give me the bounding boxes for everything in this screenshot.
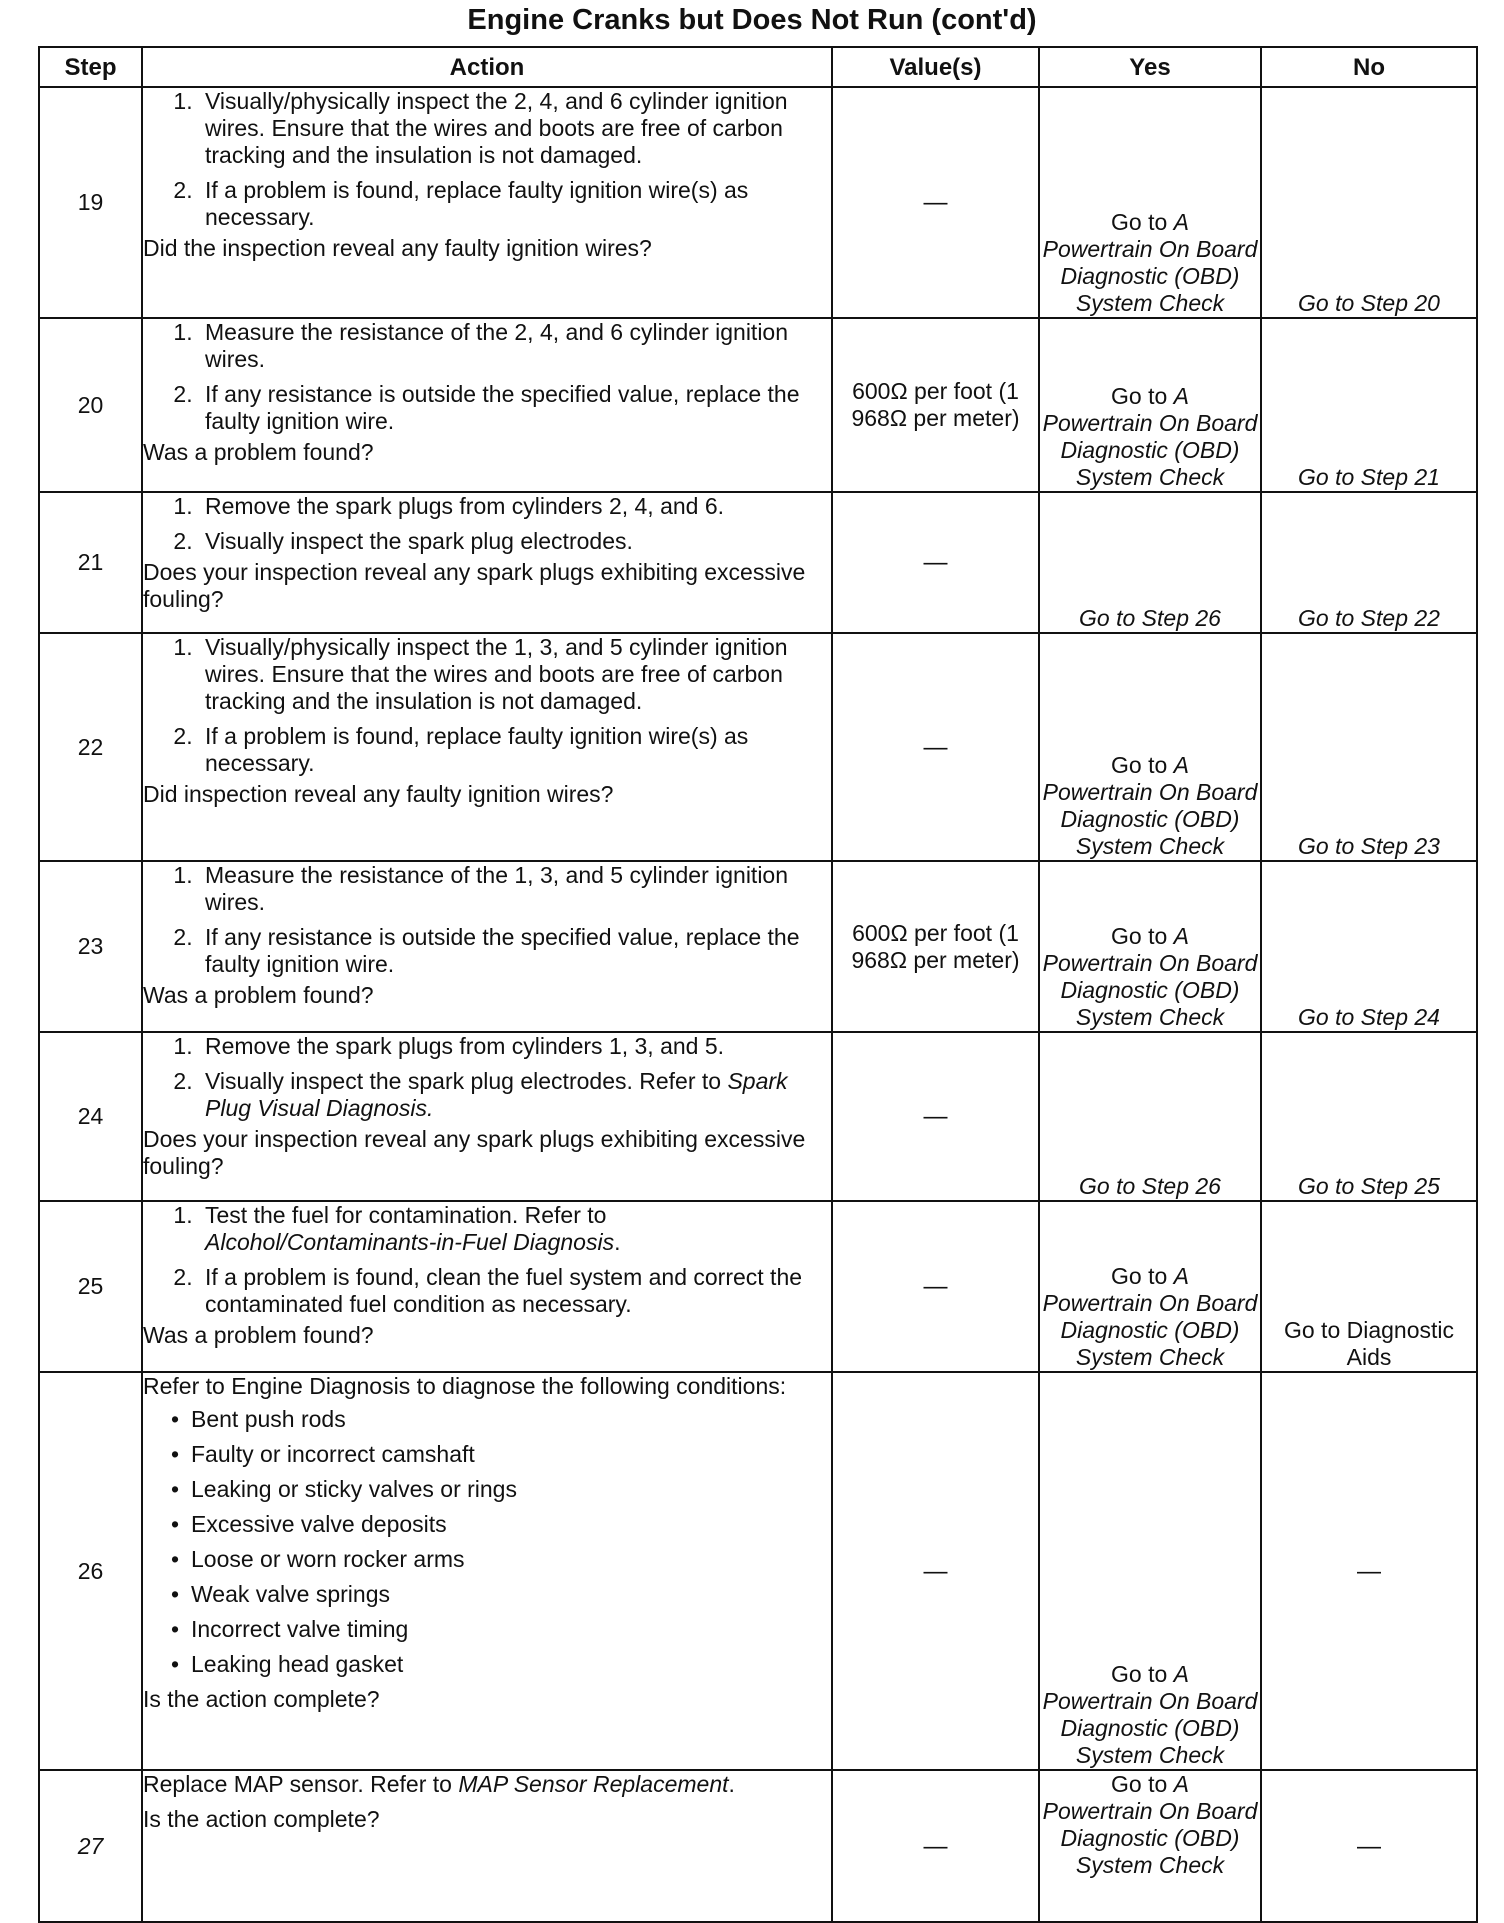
obd-a: A — [1173, 383, 1189, 409]
action-steps — [143, 493, 831, 555]
action-steps — [143, 1202, 831, 1318]
value-cell — [832, 492, 1039, 633]
table-row — [39, 1032, 1477, 1201]
no-cell — [1261, 318, 1477, 492]
list-item: • Bent push rods — [191, 1406, 831, 1433]
action-question: Is the action complete? — [143, 1686, 380, 1712]
action-step: 2. If a problem is found, replace faulty ignition wire(s) as necessary. — [199, 177, 831, 231]
empty-dash: — — [923, 1832, 948, 1860]
obd-a: A — [1173, 923, 1189, 949]
step-number: 21 — [39, 492, 142, 633]
no-cell — [1261, 1770, 1477, 1922]
empty-dash: — — [923, 1273, 948, 1300]
empty-dash: — — [923, 1103, 948, 1130]
no-link: Go to Step 24 — [1298, 1004, 1440, 1030]
action-cell — [142, 87, 832, 318]
obd-check-link: Powertrain On Board Diagnostic (OBD) System Check — [1042, 236, 1258, 316]
action-step: 1. Remove the spark plugs from cylinders 2, 4, and 6. — [199, 493, 831, 520]
obd-a: A — [1173, 209, 1189, 235]
step-number: 22 — [39, 633, 142, 861]
action-cell — [142, 1770, 832, 1922]
action-question: Was a problem found? — [143, 439, 374, 465]
list-item: • Leaking or sticky valves or rings — [191, 1476, 831, 1503]
action-step-text: Visually inspect the spark plug electrodes. Refer to — [205, 1068, 728, 1094]
obd-a: A — [1173, 752, 1189, 778]
action-question: Was a problem found? — [143, 982, 374, 1008]
action-cell — [142, 318, 832, 492]
table-row — [39, 861, 1477, 1032]
action-cell — [142, 1201, 832, 1372]
step-number: 20 — [39, 318, 142, 492]
action-steps — [143, 319, 831, 435]
list-item: • Excessive valve deposits — [191, 1511, 831, 1538]
action-cell — [142, 633, 832, 861]
table-row — [39, 87, 1477, 318]
step-number: 24 — [39, 1032, 142, 1201]
no-cell — [1261, 1201, 1477, 1372]
yes-cell — [1039, 861, 1261, 1032]
action-step-end: . — [728, 1771, 735, 1797]
obd-check-link: Powertrain On Board Diagnostic (OBD) System Check — [1042, 1798, 1258, 1878]
header-row — [39, 47, 1477, 87]
action-step: 1. Remove the spark plugs from cylinders 1, 3, and 5. — [199, 1033, 831, 1060]
header-no: No — [1261, 47, 1477, 87]
list-item: • Loose or worn rocker arms — [191, 1546, 831, 1573]
empty-dash: — — [923, 549, 948, 576]
yes-cell — [1039, 87, 1261, 318]
action-step: 2. If a problem is found, replace faulty ignition wire(s) as necessary. — [199, 723, 831, 777]
yes-cell — [1039, 633, 1261, 861]
reference-link[interactable]: Alcohol/Contaminants-in-Fuel Diagnosis — [205, 1229, 615, 1255]
step-number: 26 — [39, 1372, 142, 1770]
yes-link: Go to Step 26 — [1079, 1173, 1221, 1199]
action-step: 1. Measure the resistance of the 2, 4, and 6 cylinder ignition wires. — [199, 319, 831, 373]
action-steps — [143, 88, 831, 231]
no-cell — [1261, 492, 1477, 633]
empty-dash: — — [923, 1557, 948, 1585]
action-intro: Refer to Engine Diagnosis to diagnose the following conditions: — [143, 1373, 787, 1399]
action-cell — [142, 861, 832, 1032]
obd-check-link: Powertrain On Board Diagnostic (OBD) System Check — [1042, 1290, 1258, 1370]
no-link: Go to Step 20 — [1298, 290, 1440, 316]
obd-go-to: Go to — [1111, 209, 1174, 235]
no-link: Go to Diagnostic Aids — [1283, 1317, 1455, 1370]
no-cell — [1261, 87, 1477, 318]
page-title: Engine Cranks but Does Not Run (cont'd) — [467, 4, 1037, 36]
step-number: 27 — [39, 1770, 142, 1922]
yes-cell — [1039, 1032, 1261, 1201]
no-cell — [1261, 861, 1477, 1032]
action-cell — [142, 1372, 832, 1770]
reference-link[interactable]: Spark Plug Visual Diagnosis. — [205, 1068, 788, 1121]
action-steps — [143, 1033, 831, 1122]
empty-dash: — — [923, 189, 948, 216]
action-question: Does your inspection reveal any spark plugs exhibiting excessive fouling? — [143, 1126, 806, 1179]
yes-cell — [1039, 318, 1261, 492]
obd-go-to: Go to — [1111, 923, 1174, 949]
action-text — [143, 1771, 831, 1798]
condition-list — [143, 1406, 831, 1678]
no-link: Go to Step 22 — [1298, 605, 1440, 631]
obd-go-to: Go to — [1111, 1263, 1174, 1289]
no-link: Go to Step 21 — [1298, 464, 1440, 490]
value-cell — [832, 1372, 1039, 1770]
obd-a: A — [1173, 1771, 1189, 1797]
value-cell: 600Ω per foot (1 968Ω per meter) — [832, 318, 1039, 492]
action-step: 2. Visually inspect the spark plug electrodes. — [199, 528, 831, 555]
no-cell — [1261, 1372, 1477, 1770]
table-row — [39, 1770, 1477, 1922]
list-item: • Leaking head gasket — [191, 1651, 831, 1678]
list-item: • Faulty or incorrect camshaft — [191, 1441, 831, 1468]
action-cell — [142, 492, 832, 633]
obd-check-link: Powertrain On Board Diagnostic (OBD) System Check — [1042, 1688, 1258, 1768]
step-number: 23 — [39, 861, 142, 1032]
header-values: Value(s) — [832, 47, 1039, 87]
yes-cell — [1039, 1372, 1261, 1770]
value-cell — [832, 1770, 1039, 1922]
action-step: 2. If any resistance is outside the specified value, replace the faulty ignition wire. — [199, 381, 831, 435]
yes-cell — [1039, 492, 1261, 633]
action-step: 1. Measure the resistance of the 1, 3, and 5 cylinder ignition wires. — [199, 862, 831, 916]
action-step-text: Replace MAP sensor. Refer to — [143, 1771, 459, 1797]
yes-link: Go to Step 26 — [1079, 605, 1221, 631]
empty-dash: — — [1357, 1557, 1381, 1585]
obd-check-link: Powertrain On Board Diagnostic (OBD) System Check — [1042, 950, 1258, 1030]
header-yes: Yes — [1039, 47, 1261, 87]
action-step: 2. If a problem is found, clean the fuel system and correct the contaminated fuel condition as necessary. — [199, 1264, 831, 1318]
list-item: • Incorrect valve timing — [191, 1616, 831, 1643]
obd-a: A — [1173, 1263, 1189, 1289]
diagnostic-table — [38, 46, 1478, 1923]
obd-check-link: Powertrain On Board Diagnostic (OBD) System Check — [1042, 410, 1258, 490]
action-step — [199, 1202, 831, 1256]
list-item: • Weak valve springs — [191, 1581, 831, 1608]
obd-a: A — [1173, 1661, 1189, 1687]
action-step-end: . — [614, 1229, 621, 1255]
obd-go-to: Go to — [1111, 1661, 1174, 1687]
action-question: Did the inspection reveal any faulty ignition wires? — [143, 235, 652, 261]
action-question: Is the action complete? — [143, 1806, 380, 1832]
value-cell — [832, 633, 1039, 861]
obd-go-to: Go to — [1111, 752, 1174, 778]
no-link: Go to Step 23 — [1298, 833, 1440, 859]
table-row — [39, 1372, 1477, 1770]
action-steps — [143, 634, 831, 777]
action-step-text: Test the fuel for contamination. Refer to — [205, 1202, 607, 1228]
value-cell: 600Ω per foot (1 968Ω per meter) — [832, 861, 1039, 1032]
value-cell — [832, 1032, 1039, 1201]
table-row — [39, 492, 1477, 633]
action-cell — [142, 1032, 832, 1201]
action-step: 1. Visually/physically inspect the 2, 4, and 6 cylinder ignition wires. Ensure that the wires and boots are free of carbon tracking and the insulation is not damaged. — [199, 88, 831, 169]
empty-dash: — — [1357, 1832, 1381, 1860]
table-row — [39, 318, 1477, 492]
reference-link[interactable]: MAP Sensor Replacement — [458, 1771, 729, 1797]
action-step: 2. If any resistance is outside the specified value, replace the faulty ignition wire. — [199, 924, 831, 978]
obd-check-link: Powertrain On Board Diagnostic (OBD) System Check — [1042, 779, 1258, 859]
no-cell — [1261, 633, 1477, 861]
yes-cell — [1039, 1770, 1261, 1922]
step-number: 25 — [39, 1201, 142, 1372]
value-cell — [832, 87, 1039, 318]
header-action: Action — [142, 47, 832, 87]
no-link: Go to Step 25 — [1298, 1173, 1440, 1199]
table-row — [39, 633, 1477, 861]
yes-cell — [1039, 1201, 1261, 1372]
action-question: Was a problem found? — [143, 1322, 374, 1348]
action-step: 1. Visually/physically inspect the 1, 3, and 5 cylinder ignition wires. Ensure that the wires and boots are free of carbon tracking and the insulation is not damaged. — [199, 634, 831, 715]
empty-dash: — — [923, 733, 948, 761]
action-question: Does your inspection reveal any spark plugs exhibiting excessive fouling? — [143, 559, 806, 612]
table-row — [39, 1201, 1477, 1372]
action-step — [199, 1068, 831, 1122]
header-step: Step — [39, 47, 142, 87]
obd-go-to: Go to — [1111, 383, 1174, 409]
action-question: Did inspection reveal any faulty ignition wires? — [143, 781, 614, 807]
step-number: 19 — [39, 87, 142, 318]
action-steps — [143, 862, 831, 978]
obd-go-to: Go to — [1111, 1771, 1174, 1797]
value-cell — [832, 1201, 1039, 1372]
no-cell — [1261, 1032, 1477, 1201]
